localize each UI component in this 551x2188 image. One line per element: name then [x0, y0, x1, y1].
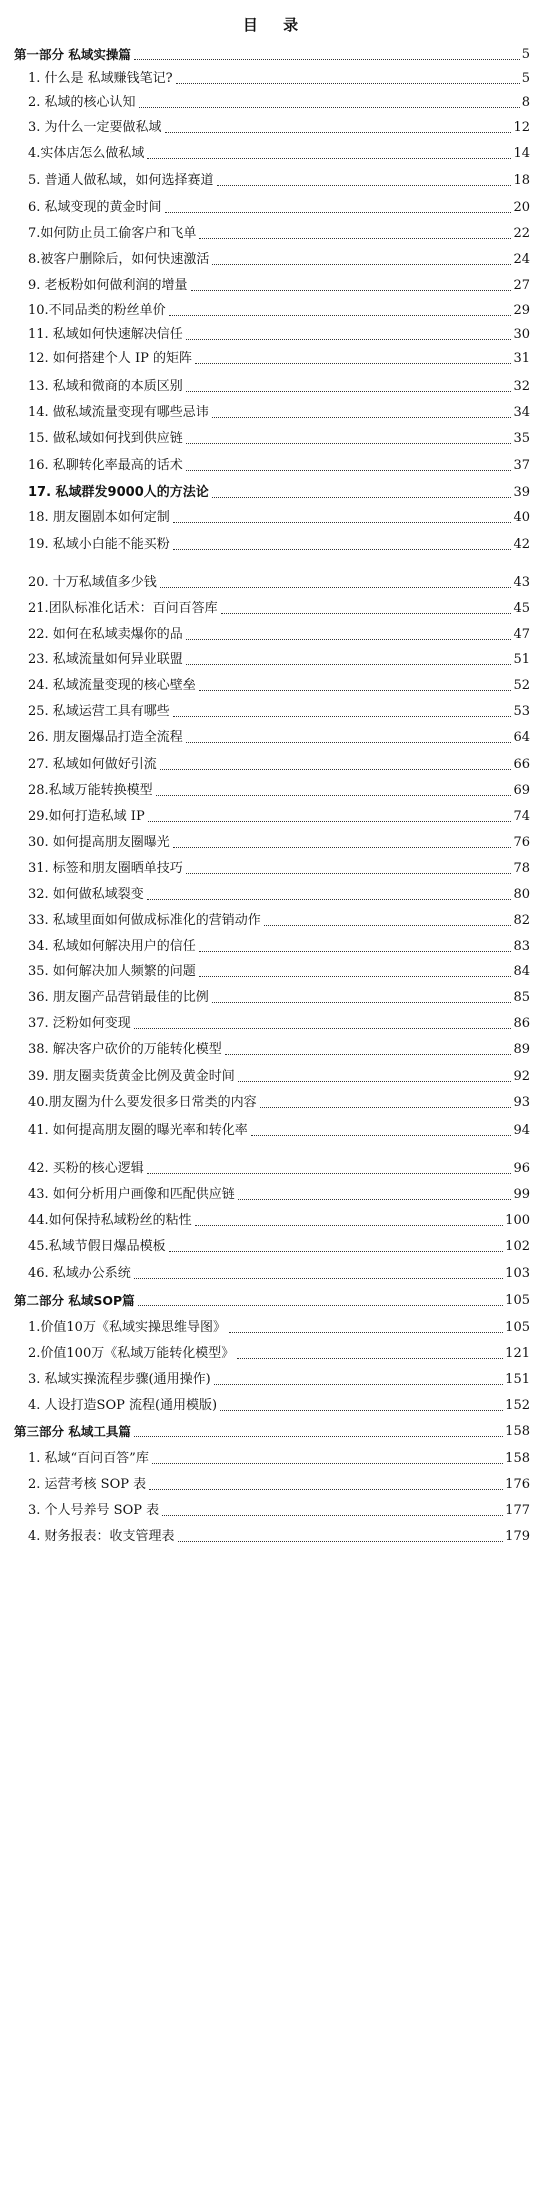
toc-page-number: 152	[505, 1398, 530, 1413]
toc-entry-title: 1. 私域“百问百答”库	[28, 1451, 149, 1466]
toc-entry-title: 40.朋友圈为什么要发很多日常类的内容	[28, 1095, 257, 1110]
dot-leader	[186, 742, 512, 743]
toc-entry-row[interactable]	[28, 249, 530, 269]
toc-page-number: 53	[513, 704, 530, 719]
dot-leader	[134, 1278, 503, 1279]
toc-entry-row[interactable]	[28, 68, 530, 88]
toc-entry-title: 27. 私域如何做好引流	[28, 757, 157, 772]
toc-entry-row[interactable]	[28, 143, 530, 163]
dot-leader	[149, 1489, 503, 1490]
dot-leader	[186, 391, 512, 392]
toc-entry-title: 46. 私域办公系统	[28, 1266, 131, 1281]
toc-entry-row[interactable]	[28, 1158, 530, 1178]
toc-page-number: 92	[513, 1069, 530, 1084]
toc-page-number: 176	[505, 1477, 530, 1492]
toc-entry-title: 2.价值100万《私域万能转化模型》	[28, 1346, 235, 1361]
toc-page-number: 64	[513, 730, 530, 745]
toc-entry-row[interactable]	[28, 701, 530, 721]
toc-entry-title: 30. 如何提高朋友圈曝光	[28, 835, 170, 850]
toc-entry-row[interactable]	[28, 1500, 530, 1520]
toc-entry-title: 41. 如何提高朋友圈的曝光率和转化率	[28, 1123, 248, 1138]
toc-page-number: 80	[513, 887, 530, 902]
toc-page-number: 42	[513, 537, 530, 552]
toc-page-number: 12	[513, 120, 530, 135]
toc-page-number: 35	[513, 431, 530, 446]
toc-entry-title: 2. 私域的核心认知	[28, 95, 136, 110]
toc-entry-row[interactable]	[28, 1369, 530, 1389]
toc-entry-title: 25. 私域运营工具有哪些	[28, 704, 170, 719]
toc-entry-title: 第一部分 私域实操篇	[14, 47, 131, 62]
toc-page-number: 8	[521, 95, 530, 110]
toc-page-number: 99	[513, 1187, 530, 1202]
toc-page-number: 40	[513, 510, 530, 525]
dot-leader	[186, 639, 512, 640]
toc-entry-row[interactable]	[28, 624, 530, 644]
dot-leader	[212, 264, 511, 265]
toc-page-number: 32	[513, 379, 530, 394]
dot-leader	[165, 132, 512, 133]
toc-entry-row[interactable]	[28, 649, 530, 669]
toc-page-number: 83	[513, 939, 530, 954]
dot-leader	[199, 690, 512, 691]
toc-entry-title: 16. 私聊转化率最高的话术	[28, 458, 183, 473]
toc-entry-row[interactable]	[28, 428, 530, 448]
toc-entry-title: 8.被客户删除后，如何快速激活	[28, 252, 210, 267]
dot-leader	[162, 1515, 503, 1516]
toc-entry-title: 3. 为什么一定要做私域	[28, 120, 162, 135]
dot-leader	[199, 951, 512, 952]
toc-entry-title: 4. 人设打造SOP 流程(通用模版)	[28, 1398, 218, 1413]
page-title: 目 录	[242, 16, 309, 34]
toc-section-row[interactable]	[14, 44, 530, 64]
toc-entry-title: 28.私域万能转换模型	[28, 783, 153, 798]
dot-leader	[147, 1173, 512, 1174]
dot-leader	[220, 1410, 503, 1411]
toc-page-number: 39	[513, 485, 530, 500]
toc-entry-row[interactable]	[28, 1039, 530, 1059]
toc-page-number: 74	[513, 809, 530, 824]
toc-entry-row[interactable]	[28, 300, 530, 320]
dot-leader	[147, 158, 511, 159]
toc-entry-row[interactable]	[28, 223, 530, 243]
toc-page-number: 37	[513, 458, 530, 473]
toc-entry-row[interactable]	[28, 1210, 530, 1230]
toc-page-number: 69	[513, 783, 530, 798]
toc-entry-title: 18. 朋友圈剧本如何定制	[28, 510, 170, 525]
toc-entry-title: 24. 私域流量变现的核心壁垒	[28, 678, 196, 693]
toc-page-number: 82	[513, 913, 530, 928]
dot-leader	[152, 1463, 503, 1464]
toc-entry-row[interactable]	[28, 1120, 530, 1140]
toc-entry-title: 17. 私域群发9000人的方法论	[28, 485, 209, 500]
toc-page-number: 84	[513, 964, 530, 979]
toc-page-number: 78	[513, 861, 530, 876]
dot-leader	[173, 716, 512, 717]
dot-leader	[165, 212, 512, 213]
toc-entry-title: 第二部分 私域SOP篇	[14, 1293, 135, 1308]
dot-leader	[160, 769, 512, 770]
toc-section-row[interactable]	[14, 1290, 530, 1310]
toc-entry-title: 31. 标签和朋友圈晒单技巧	[28, 861, 183, 876]
toc-entry-row[interactable]	[28, 117, 530, 137]
toc-entry-row[interactable]	[28, 598, 530, 618]
toc-entry-title: 1. 什么是 私域赚钱笔记?	[28, 71, 173, 86]
toc-entry-title: 19. 私域小白能不能买粉	[28, 537, 170, 552]
dot-leader	[195, 1225, 503, 1226]
toc-page-number: 86	[513, 1016, 530, 1031]
toc-page-number: 121	[505, 1346, 530, 1361]
toc-entry-title: 42. 买粉的核心逻辑	[28, 1161, 144, 1176]
toc-entry-row[interactable]	[28, 936, 530, 956]
toc-entry-title: 13. 私域和微商的本质区别	[28, 379, 183, 394]
toc-section-row[interactable]	[14, 1421, 530, 1441]
dot-leader	[260, 1107, 512, 1108]
toc-entry-title: 10.不同品类的粉丝单价	[28, 303, 166, 318]
dot-leader	[134, 59, 520, 60]
toc-page-number: 76	[513, 835, 530, 850]
toc-entry-row[interactable]	[28, 1317, 530, 1337]
dot-leader	[156, 795, 512, 796]
toc-entry-row[interactable]	[28, 275, 530, 295]
toc-page-number: 31	[513, 351, 530, 366]
toc-entry-row[interactable]	[28, 534, 530, 554]
toc-entry-row[interactable]	[28, 987, 530, 1007]
toc-entry-title: 3. 个人号养号 SOP 表	[28, 1503, 160, 1518]
toc-page-number: 158	[505, 1424, 530, 1439]
dot-leader	[139, 107, 520, 108]
dot-leader	[195, 363, 511, 364]
dot-leader	[186, 443, 512, 444]
toc-entry-row[interactable]	[28, 675, 530, 695]
dot-leader	[238, 1199, 512, 1200]
toc-page-number: 52	[513, 678, 530, 693]
toc-entry-row[interactable]	[28, 1013, 530, 1033]
toc-page-number: 179	[505, 1529, 530, 1544]
toc-entry-row[interactable]	[28, 910, 530, 930]
toc-entry-title: 2. 运营考核 SOP 表	[28, 1477, 147, 1492]
dot-leader	[178, 1541, 504, 1542]
dot-leader	[173, 522, 512, 523]
toc-entry-row[interactable]	[28, 348, 530, 368]
toc-entry-title: 37. 泛粉如何变现	[28, 1016, 131, 1031]
toc-entry-title: 32. 如何做私域裂变	[28, 887, 144, 902]
toc-entry-row[interactable]	[28, 402, 530, 422]
dot-leader	[173, 549, 512, 550]
dot-leader	[264, 925, 512, 926]
dot-leader	[134, 1436, 503, 1437]
toc-page-number: 85	[513, 990, 530, 1005]
dot-leader	[169, 315, 512, 316]
toc-entry-title: 14. 做私域流量变现有哪些忌讳	[28, 405, 209, 420]
toc-entry-row[interactable]	[28, 92, 530, 112]
toc-page-number: 5	[521, 71, 530, 86]
toc-entry-row[interactable]	[28, 754, 530, 774]
toc-entry-row[interactable]	[28, 455, 530, 475]
toc-entry-row[interactable]	[28, 832, 530, 852]
toc-entry-title: 39. 朋友圈卖货黄金比例及黄金时间	[28, 1069, 235, 1084]
toc-entry-title: 11. 私域如何快速解决信任	[28, 327, 183, 342]
toc-entry-title: 4. 财务报表：收支管理表	[28, 1529, 175, 1544]
toc-page-number: 47	[513, 627, 530, 642]
toc-page-number: 24	[513, 252, 530, 267]
toc-entry-title: 1.价值10万《私域实操思维导图》	[28, 1320, 226, 1335]
dot-leader	[169, 1251, 503, 1252]
toc-entry-title: 5. 普通人做私域，如何选择赛道	[28, 173, 214, 188]
toc-entry-row[interactable]	[28, 1474, 530, 1494]
toc-entry-row[interactable]	[28, 1263, 530, 1283]
toc-page-number: 103	[505, 1266, 530, 1281]
toc-entry-title: 26. 朋友圈爆品打造全流程	[28, 730, 183, 745]
toc-page-number: 45	[513, 601, 530, 616]
toc-entry-title: 44.如何保持私域粉丝的粘性	[28, 1213, 192, 1228]
toc-page-number: 100	[505, 1213, 530, 1228]
toc-page-number: 51	[513, 652, 530, 667]
toc-page-number: 93	[513, 1095, 530, 1110]
toc-entry-row[interactable]	[28, 884, 530, 904]
toc-entry-title: 22. 如何在私域卖爆你的品	[28, 627, 183, 642]
toc-entry-title: 34. 私域如何解决用户的信任	[28, 939, 196, 954]
dot-leader	[229, 1332, 503, 1333]
toc-page-number: 18	[513, 173, 530, 188]
toc-entry-title: 7.如何防止员工偷客户和飞单	[28, 226, 197, 241]
toc-entry-row[interactable]	[28, 1184, 530, 1204]
toc-entry-title: 12. 如何搭建个人 IP 的矩阵	[28, 351, 192, 366]
dot-leader	[238, 1081, 512, 1082]
toc-entry-title: 6. 私域变现的黄金时间	[28, 200, 162, 215]
toc-entry-title: 20. 十万私域值多少钱	[28, 575, 157, 590]
toc-page-number: 30	[513, 327, 530, 342]
dot-leader	[225, 1054, 512, 1055]
toc-entry-row[interactable]	[28, 324, 530, 344]
toc-page-number: 177	[505, 1503, 530, 1518]
toc-page-number: 34	[513, 405, 530, 420]
toc-entry-row[interactable]	[28, 1066, 530, 1086]
toc-entry-title: 3. 私域实操流程步骤(通用操作)	[28, 1372, 211, 1387]
toc-page-number: 102	[505, 1239, 530, 1254]
toc-entry-title: 43. 如何分析用户画像和匹配供应链	[28, 1187, 235, 1202]
toc-entry-row[interactable]	[28, 780, 530, 800]
toc-entry-title: 35. 如何解决加人频繁的问题	[28, 964, 196, 979]
toc-entry-row[interactable]	[28, 1395, 530, 1415]
dot-leader	[199, 238, 511, 239]
toc-entry-title: 15. 做私域如何找到供应链	[28, 431, 183, 446]
toc-page-number: 105	[505, 1293, 530, 1308]
dot-leader	[160, 587, 512, 588]
toc-entry-row[interactable]	[28, 1092, 530, 1112]
toc-entry-row[interactable]	[28, 806, 530, 826]
toc-page-number: 14	[513, 146, 530, 161]
toc-entry-title: 36. 朋友圈产品营销最佳的比例	[28, 990, 209, 1005]
dot-leader	[176, 83, 520, 84]
toc-page-number: 105	[505, 1320, 530, 1335]
toc-page-number: 5	[521, 47, 530, 62]
toc-entry-title: 33. 私域里面如何做成标准化的营销动作	[28, 913, 261, 928]
toc-entry-row[interactable]	[28, 1526, 530, 1546]
toc-entry-row[interactable]	[28, 170, 530, 190]
dot-leader	[214, 1384, 503, 1385]
toc-entry-title: 38. 解决客户砍价的万能转化模型	[28, 1042, 222, 1057]
dot-leader	[199, 976, 512, 977]
toc-entry-title: 45.私域节假日爆品模板	[28, 1239, 166, 1254]
toc-entry-row[interactable]	[28, 197, 530, 217]
toc-entry-row[interactable]	[28, 1343, 530, 1363]
toc-entry-row[interactable]	[28, 376, 530, 396]
dot-leader	[186, 873, 512, 874]
dot-leader	[191, 290, 512, 291]
toc-page-number: 27	[513, 278, 530, 293]
dot-leader	[251, 1135, 512, 1136]
dot-leader	[186, 470, 512, 471]
dot-leader	[212, 417, 512, 418]
dot-leader	[138, 1305, 504, 1306]
dot-leader	[147, 899, 512, 900]
dot-leader	[217, 185, 512, 186]
toc-page-number: 29	[513, 303, 530, 318]
toc-entry-title: 第三部分 私域工具篇	[14, 1424, 131, 1439]
toc-page-number: 22	[513, 226, 530, 241]
toc-page-number: 43	[513, 575, 530, 590]
toc-page-number: 66	[513, 757, 530, 772]
dot-leader	[186, 664, 512, 665]
dot-leader	[212, 497, 512, 498]
toc-entry-title: 23. 私域流量如何异业联盟	[28, 652, 183, 667]
toc-entry-title: 21.团队标准化话术：百问百答库	[28, 601, 218, 616]
dot-leader	[212, 1002, 512, 1003]
dot-leader	[186, 339, 512, 340]
toc-entry-row[interactable]	[28, 507, 530, 527]
toc-page-number: 20	[513, 200, 530, 215]
toc-entry-row[interactable]	[28, 961, 530, 981]
toc-entry-title: 9. 老板粉如何做利润的增量	[28, 278, 188, 293]
toc-page-number: 158	[505, 1451, 530, 1466]
toc-page-number: 151	[505, 1372, 530, 1387]
dot-leader	[221, 613, 512, 614]
dot-leader	[173, 847, 512, 848]
toc-page-number: 96	[513, 1161, 530, 1176]
toc-entry-row[interactable]	[28, 482, 530, 502]
toc-page-number: 89	[513, 1042, 530, 1057]
toc-entry-row[interactable]	[28, 1448, 530, 1468]
toc-entry-row[interactable]	[28, 572, 530, 592]
toc-entry-row[interactable]	[28, 858, 530, 878]
dot-leader	[134, 1028, 512, 1029]
toc-entry-row[interactable]	[28, 1236, 530, 1256]
dot-leader	[237, 1358, 503, 1359]
toc-page-number: 94	[513, 1123, 530, 1138]
toc-entry-row[interactable]	[28, 727, 530, 747]
dot-leader	[148, 821, 512, 822]
toc-entry-title: 4.实体店怎么做私域	[28, 146, 145, 161]
toc-entry-title: 29.如何打造私域 IP	[28, 809, 145, 824]
